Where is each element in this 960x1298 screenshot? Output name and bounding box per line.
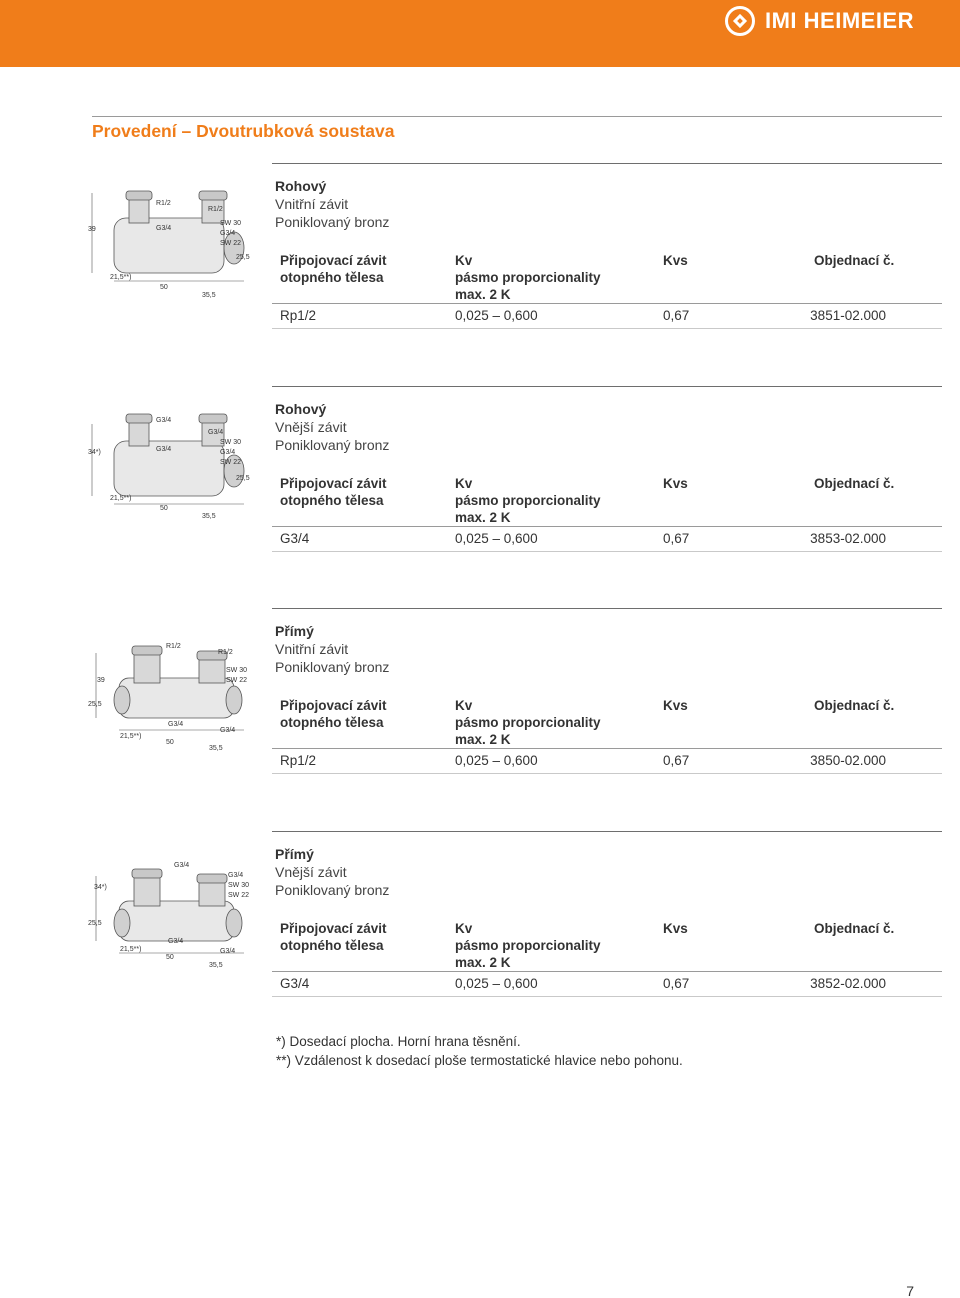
divider — [272, 831, 942, 832]
dim-top-left: G3/4 — [174, 862, 190, 869]
valve-drawing-straight-icon — [84, 841, 264, 981]
header-kvs: Kvs — [663, 476, 688, 491]
dim-bottom-b: 50 — [166, 954, 174, 961]
dim-g34: G3/4 — [220, 948, 236, 955]
value-kvs: 0,67 — [663, 753, 690, 768]
dim-bottom-a: 21,5**) — [120, 733, 142, 740]
dim-sw22: SW 22 — [220, 240, 242, 247]
dim-sw30: SW 30 — [226, 667, 248, 674]
value-connection: G3/4 — [280, 976, 310, 991]
header-kv: Kv pásmo proporcionality max. 2 K — [455, 921, 601, 970]
header-connection: Připojovací závit otopného tělesa — [280, 698, 387, 730]
dim-bottom-a: 21,5**) — [120, 946, 142, 953]
dim-bottom-b: 50 — [160, 505, 168, 512]
header-connection: Připojovací závit otopného tělesa — [280, 921, 387, 953]
value-connection: G3/4 — [280, 531, 310, 546]
row-bottom-divider — [272, 328, 942, 329]
dim-g34: G3/4 — [220, 727, 236, 734]
diamond-circle-logo-icon — [725, 6, 755, 36]
dim-sw22: SW 22 — [226, 677, 248, 684]
header-kv: Kv pásmo proporcionality max. 2 K — [455, 253, 601, 302]
product-material: Poniklovaný bronz — [275, 214, 390, 230]
product-material: Poniklovaný bronz — [275, 437, 390, 453]
divider — [272, 608, 942, 609]
dim-bottom-c: 35,5 — [209, 745, 223, 752]
footnote: *) Dosedací plocha. Horní hrana těsnění. — [276, 1034, 521, 1049]
value-kv: 0,025 – 0,600 — [455, 976, 538, 991]
dim-right: 25,5 — [236, 475, 250, 482]
value-kv: 0,025 – 0,600 — [455, 308, 538, 323]
header-kvs: Kvs — [663, 253, 688, 268]
dim-bottom-c: 35,5 — [202, 292, 216, 299]
product-type: Přímý — [275, 623, 314, 639]
product-thread: Vnitřní závit — [275, 196, 349, 212]
page-number: 7 — [906, 1283, 914, 1298]
dim-g34: G3/4 — [220, 449, 236, 456]
header-kv: Kv pásmo proporcionality max. 2 K — [455, 698, 601, 747]
valve-drawing-angle-icon — [84, 396, 264, 536]
row-divider — [272, 748, 942, 749]
row-divider — [272, 526, 942, 527]
brand-name: IMI HEIMEIER — [764, 8, 914, 33]
value-kvs: 0,67 — [663, 531, 690, 546]
dim-mid-left: G3/4 — [156, 225, 172, 232]
dim-top-left: G3/4 — [156, 417, 172, 424]
value-connection: Rp1/2 — [280, 753, 317, 768]
dim-top-right: R1/2 — [218, 649, 233, 656]
product-block — [84, 608, 944, 788]
dim-bottom-c: 35,5 — [209, 962, 223, 969]
valve-drawing-angle-icon — [84, 173, 264, 313]
dim-right: 25,5 — [88, 920, 102, 927]
header-connection: Připojovací závit otopného tělesa — [280, 253, 387, 285]
product-thread: Vnější závit — [275, 419, 347, 435]
header-order: Objednací č. — [814, 476, 895, 491]
footnotes — [276, 1032, 683, 1070]
dim-top-right: G3/4 — [208, 429, 224, 436]
dim-top-right: G3/4 — [228, 872, 244, 879]
header-kv: Kv pásmo proporcionality max. 2 K — [455, 476, 601, 525]
brand — [725, 6, 914, 36]
dim-height: 34*) — [94, 884, 107, 891]
value-connection: Rp1/2 — [280, 308, 317, 323]
valve-drawing-straight-icon — [84, 618, 264, 758]
value-kv: 0,025 – 0,600 — [455, 753, 538, 768]
row-divider — [272, 971, 942, 972]
product-type: Rohový — [275, 401, 327, 417]
row-bottom-divider — [272, 773, 942, 774]
product-material: Poniklovaný bronz — [275, 659, 390, 675]
dim-mid-left: G3/4 — [156, 446, 172, 453]
row-bottom-divider — [272, 996, 942, 997]
product-block — [84, 386, 944, 566]
value-kvs: 0,67 — [663, 308, 690, 323]
header-order: Objednací č. — [814, 253, 895, 268]
dim-bottom-b: 50 — [166, 739, 174, 746]
dim-height: 39 — [97, 677, 105, 684]
dim-top-left: R1/2 — [156, 200, 171, 207]
dim-bottom-a: 21,5**) — [110, 495, 132, 502]
dim-sw30: SW 30 — [220, 220, 242, 227]
value-order: 3851-02.000 — [810, 308, 886, 323]
row-bottom-divider — [272, 551, 942, 552]
product-material: Poniklovaný bronz — [275, 882, 390, 898]
dim-top-right: R1/2 — [208, 206, 223, 213]
dim-mid-left: G3/4 — [168, 721, 184, 728]
dim-mid-left: G3/4 — [168, 938, 184, 945]
value-kv: 0,025 – 0,600 — [455, 531, 538, 546]
product-thread: Vnější závit — [275, 864, 347, 880]
dim-top-left: R1/2 — [166, 643, 181, 650]
dim-sw22: SW 22 — [220, 459, 242, 466]
dim-right: 25,5 — [236, 254, 250, 261]
dim-height: 34*) — [88, 449, 101, 456]
product-block — [84, 163, 944, 343]
dim-bottom-b: 50 — [160, 284, 168, 291]
dim-sw30: SW 30 — [220, 439, 242, 446]
footnote: **) Vzdálenost k dosedací ploše termostatické hlavice nebo pohonu. — [276, 1053, 683, 1068]
dim-bottom-c: 35,5 — [202, 513, 216, 520]
product-block — [84, 831, 944, 1011]
dim-height: 39 — [88, 226, 96, 233]
divider — [272, 163, 942, 164]
product-type: Rohový — [275, 178, 327, 194]
value-kvs: 0,67 — [663, 976, 690, 991]
header-bar — [0, 0, 960, 67]
dim-bottom-a: 21,5**) — [110, 274, 132, 281]
product-type: Přímý — [275, 846, 314, 862]
product-thread: Vnitřní závit — [275, 641, 349, 657]
dim-sw30: SW 30 — [228, 882, 250, 889]
header-order: Objednací č. — [814, 921, 895, 936]
value-order: 3853-02.000 — [810, 531, 886, 546]
row-divider — [272, 303, 942, 304]
dim-right: 25,5 — [88, 701, 102, 708]
header-kvs: Kvs — [663, 698, 688, 713]
top-divider — [92, 116, 942, 117]
dim-g34: G3/4 — [220, 230, 236, 237]
divider — [272, 386, 942, 387]
value-order: 3852-02.000 — [810, 976, 886, 991]
header-connection: Připojovací závit otopného tělesa — [280, 476, 387, 508]
page-title: Provedení – Dvoutrubková soustava — [92, 121, 395, 141]
header-order: Objednací č. — [814, 698, 895, 713]
header-kvs: Kvs — [663, 921, 688, 936]
dim-sw22: SW 22 — [228, 892, 250, 899]
value-order: 3850-02.000 — [810, 753, 886, 768]
